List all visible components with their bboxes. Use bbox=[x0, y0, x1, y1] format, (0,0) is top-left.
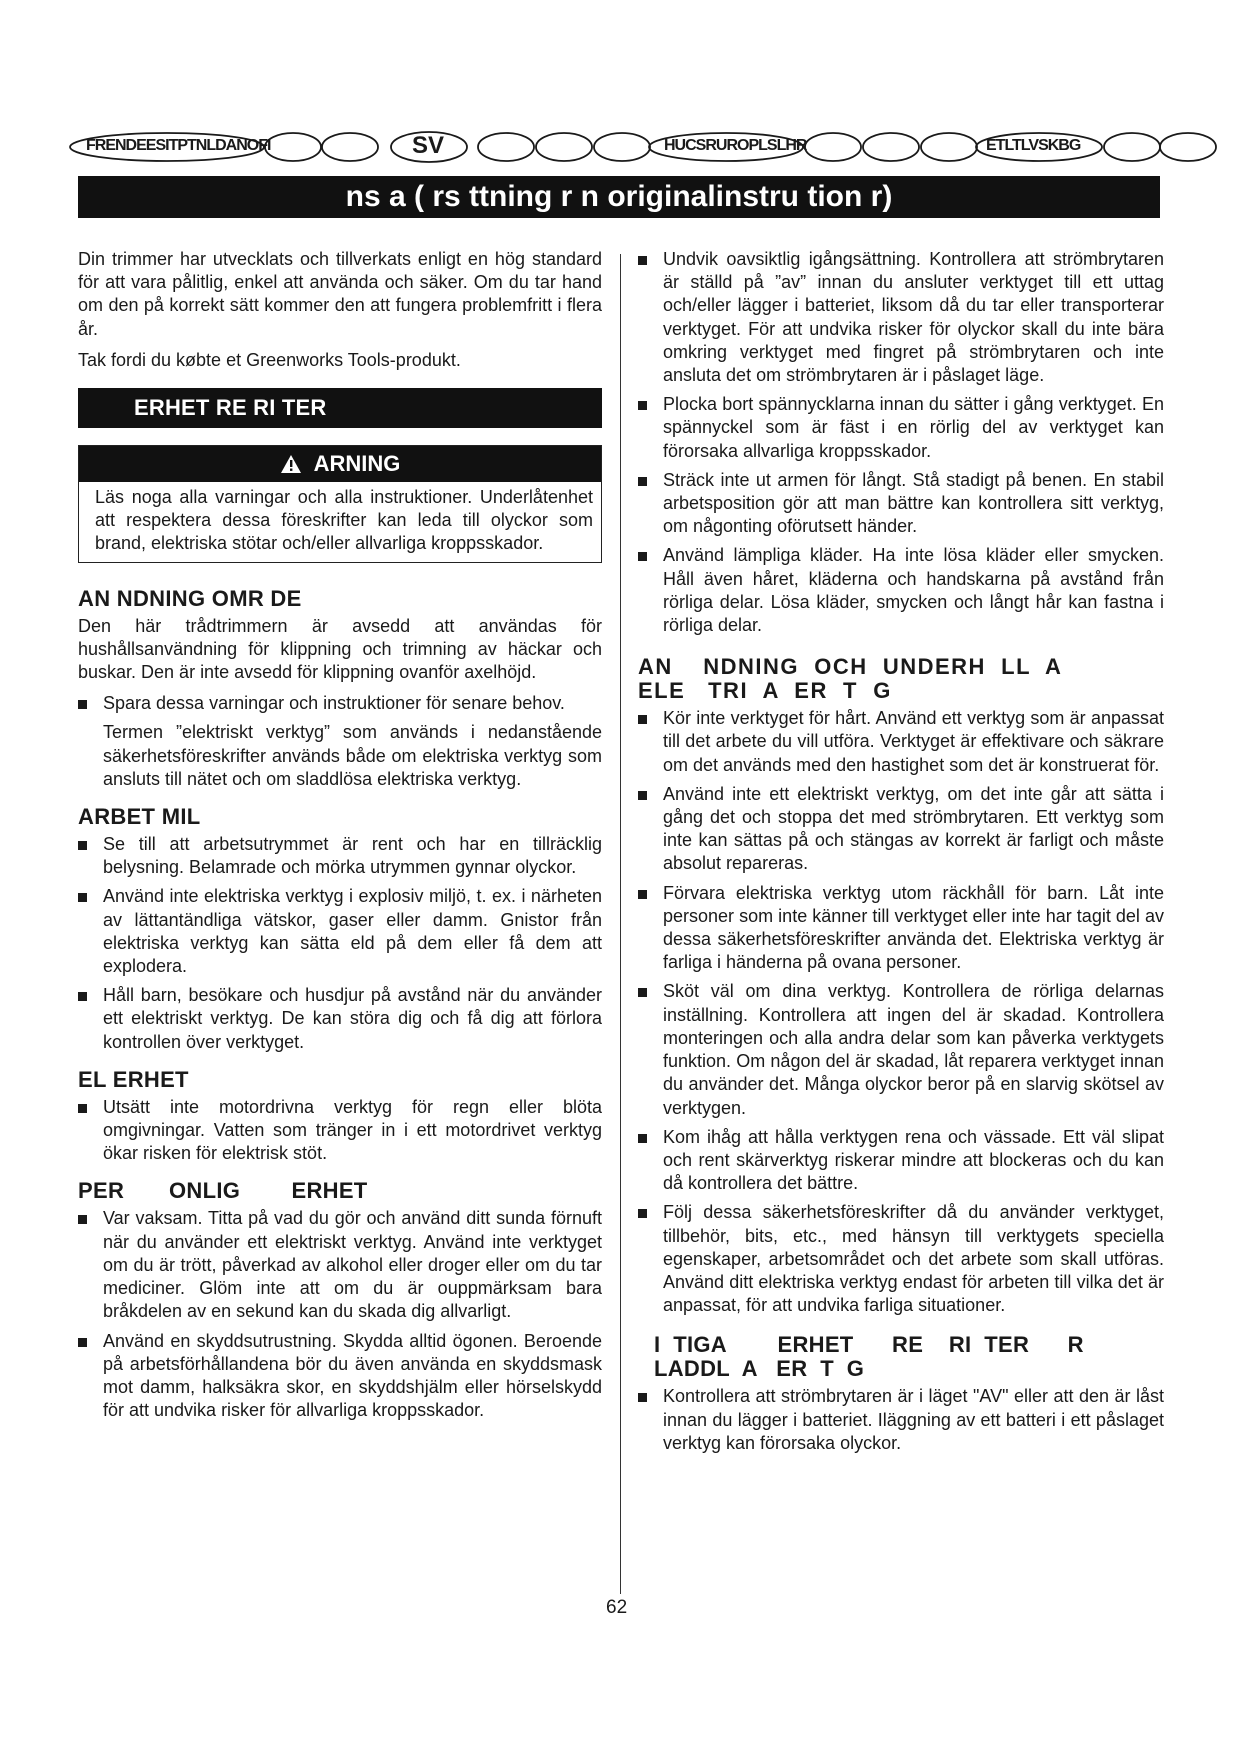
column-divider bbox=[620, 254, 621, 1594]
heading-use-and-care: AN NDNING OCH UNDERH LL A ELE TRI A ER T G bbox=[638, 654, 1063, 704]
personal-safety-list bbox=[78, 1207, 602, 1422]
list-item bbox=[78, 885, 602, 978]
list-item bbox=[638, 469, 1164, 539]
warning-header bbox=[79, 446, 601, 482]
term-definition-paragraph: Termen ”elektriskt verktyg” som används i nedanstående säkerhetsföreskrifter används både om elektriska verktyg som ansluts till nätet och om sladdlösa elektriska verktyg. bbox=[103, 722, 602, 789]
list-item-text: Sträck inte ut armen för långt. Stå stadigt på benen. En stabil arbetsposition gör att man bättre kan kontrollera sitt verktyg, om någonting oförutsett händer. bbox=[663, 469, 1164, 537]
list-item-text: Håll barn, besökare och husdjur på avstånd när du använder ett elektriskt verktyg. De kan störa dig och få dig att förlora kontrollen över verktyget. bbox=[103, 985, 602, 1052]
list-item-text: Sköt väl om dina verktyg. Kontrollera de rörliga delarnas inställning. Kontrollera att ingen del är skadad. Kontrollera monteringen och alla andra delar som kan påverka verktygets funktion. Om någon del är skadad, låt reparera verktyget innan du använder det. Många olyckor beror på en slarvig skötsel av verktygen. bbox=[663, 981, 1164, 1118]
list-item bbox=[78, 833, 602, 879]
list-item bbox=[78, 1096, 602, 1166]
list-item bbox=[78, 692, 602, 715]
page-number: 62 bbox=[606, 1597, 628, 1618]
heading-personal-safety: PER ONLIG ERHET bbox=[78, 1178, 368, 1204]
list-item bbox=[78, 1330, 602, 1423]
bullet-square-icon bbox=[78, 1215, 87, 1224]
list-item bbox=[638, 707, 1164, 777]
heading-battery-safety: I TIGA ERHET RE RI TER R LADDL A ER T G bbox=[654, 1332, 1084, 1382]
warning-triangle-icon bbox=[280, 454, 302, 474]
list-item bbox=[638, 248, 1164, 387]
list-item-text: Se till att arbetsutrymmet är rent och har en tillräcklig belysning. Belamrade och mörka utrymmen gynnar olyckor. bbox=[103, 834, 602, 878]
heading-electrical-safety: EL ERHET bbox=[78, 1066, 189, 1092]
list-item-text: Undvik oavsiktlig igångsättning. Kontrollera att strömbrytaren är ställd på ”av” innan du ansluter verktyget till ett uttag och/eller lägger i batteriet, liksom då du tar eller transporterar verktyget. För att undvika risker för olyckor skall du inte bära omkring verktyget med fingret på strömbrytaren och inte ansluta det om strömbrytaren är i påslaget läge. bbox=[663, 249, 1164, 386]
page-title: ns a ( rs ttning r n originalinstru tion r) bbox=[78, 176, 1160, 218]
bullet-square-icon bbox=[638, 1209, 647, 1218]
list-item bbox=[638, 1201, 1164, 1317]
heading-usage-area: AN NDNING OMR DE bbox=[78, 585, 302, 611]
usage-list bbox=[78, 692, 602, 715]
list-item-text: Spara dessa varningar och instruktioner för senare behov. bbox=[103, 693, 565, 714]
list-item bbox=[638, 980, 1164, 1119]
list-item-text: Använd lämpliga kläder. Ha inte lösa kläder eller smycken. Håll även håret, kläderna och handskarna på avstånd från rörliga delar. Lösa kläder, smycken och långt hår kan fastna i rörliga delar. bbox=[663, 545, 1164, 636]
left-column bbox=[78, 248, 602, 1428]
bullet-square-icon bbox=[638, 890, 647, 899]
list-item bbox=[638, 1385, 1164, 1455]
work-area-list bbox=[78, 833, 602, 1054]
warning-text: Läs noga alla varningar och alla instruktioner. Underlåtenhet att respektera dessa föreskrifter kan leda till olyckor som brand, elektriska stötar och/eller allvarliga kroppsskador. bbox=[95, 487, 593, 554]
list-item bbox=[78, 1207, 602, 1323]
thanks-paragraph: Tak fordi du købte et Greenworks Tools-produkt. bbox=[78, 349, 461, 370]
list-item-text: Använd en skyddsutrustning. Skydda alltid ögonen. Beroende på arbetsförhållandena bör du även använda en skyddsmask mot damm, halksäkra skor, en skyddshjälm eller hörselskydd för att undvika risker för allvarliga kroppsskador. bbox=[103, 1330, 602, 1421]
bullet-square-icon bbox=[638, 477, 647, 486]
bullet-square-icon bbox=[78, 700, 87, 709]
right-column bbox=[638, 248, 1164, 1461]
lang-group-2[interactable]: HUCSRUROPLSLHR bbox=[664, 137, 807, 154]
bullet-square-icon bbox=[638, 791, 647, 800]
language-bar bbox=[70, 131, 1168, 163]
electrical-list bbox=[78, 1096, 602, 1166]
warning-box bbox=[78, 445, 602, 563]
list-item-text: Var vaksam. Titta på vad du gör och använd ditt sunda förnuft när du använder ett elektriskt verktyg. Använd inte verktyget om du är trött, påverkad av alkohol eller droger eller om du tar mediciner. Glöm inte att om du är ouppmärksam bara bråkdelen av en sekund kan du skada dig allvarligt. bbox=[103, 1208, 602, 1322]
warning-title: ARNING bbox=[313, 451, 401, 477]
bullet-square-icon bbox=[638, 1134, 647, 1143]
battery-safety-list bbox=[638, 1385, 1164, 1455]
list-item-text: Utsätt inte motordrivna verktyg för regn eller blöta omgivningar. Vatten som tränger in i ett motordrivet verktyg ökar risken för elektrisk stöt. bbox=[103, 1096, 602, 1164]
bullet-square-icon bbox=[78, 992, 87, 1001]
intro-paragraph: Din trimmer har utvecklats och tillverkats enligt en hög standard för att vara pålitlig, enkel att använda och säker. Om du tar hand om den på korrekt sätt kommer den att fungera problemfritt i flera år. bbox=[78, 249, 602, 339]
list-item-text: Använd inte ett elektriskt verktyg, om det inte går att sätta i gång det och stoppa det med strömbrytaren. Ett verktyg som inte kan sättas på och stängas av korrekt är farligt och måste absolut repareras. bbox=[663, 783, 1164, 874]
list-item-text: Plocka bort spännycklarna innan du sätter i gång verktyget. En spännyckel som är fäst i en rörlig del av verktyget kan förorsaka allvarliga kroppsskador. bbox=[663, 394, 1164, 461]
bullet-square-icon bbox=[78, 893, 87, 902]
list-item-text: Använd inte elektriska verktyg i explosiv miljö, t. ex. i närheten av lättantändliga vätskor, gaser eller damm. Gnistor från elektriska verktyg kan sätta eld på dem eller få dem att explodera. bbox=[103, 886, 602, 977]
bullet-square-icon bbox=[638, 715, 647, 724]
lang-group-3[interactable]: ETLTLVSKBG bbox=[986, 137, 1081, 154]
heading-work-area: ARBET MIL bbox=[78, 804, 201, 830]
bullet-square-icon bbox=[78, 841, 87, 850]
list-item bbox=[638, 544, 1164, 637]
use-and-care-list bbox=[638, 707, 1164, 1317]
safety-section-bar: ERHET RE RI TER bbox=[78, 388, 602, 428]
list-item bbox=[638, 783, 1164, 876]
list-item-text: Förvara elektriska verktyg utom räckhåll för barn. Låt inte personer som inte känner till verktyget eller inte har tagit del av dessa säkerhetsföreskrifter använda det. Elektriska verktyg är farliga i händerna på ovana personer. bbox=[663, 882, 1164, 973]
list-item bbox=[638, 393, 1164, 463]
bullet-square-icon bbox=[638, 988, 647, 997]
bullet-square-icon bbox=[638, 401, 647, 410]
bullet-square-icon bbox=[78, 1104, 87, 1113]
lang-group-1[interactable]: FRENDEESITPTNLDANOFI bbox=[86, 137, 271, 154]
usage-paragraph: Den här trådtrimmern är avsedd att användas för hushållsanvändning för klippning och trimning av häckar och buskar. Den är inte avsedd för klippning ovanför axelhöjd. bbox=[78, 615, 602, 683]
list-item-text: Följ dessa säkerhetsföreskrifter då du använder verktyget, tillbehör, bits, etc., med hänsyn till verktygets speciella egenskaper, arbetsområdet och det arbete som skall utföras. Använd ditt elektriska verktyg endast för arbeten till vilka det är anpassat, för att undvika farliga situationer. bbox=[663, 1202, 1164, 1316]
bullet-square-icon bbox=[638, 552, 647, 561]
bullet-square-icon bbox=[638, 1393, 647, 1402]
list-item-text: Kom ihåg att hålla verktygen rena och vässade. Ett väl slipat och rent skärverktyg riskerar mindre att blockeras och du kan då kontrollera det bättre. bbox=[663, 1126, 1164, 1194]
list-item-text: Kontrollera att strömbrytaren är i läget "AV" eller att den är låst innan du lägger i batteriet. Iläggning av ett batteri i ett påslaget verktyg kan förorsaka olyckor. bbox=[663, 1386, 1164, 1453]
list-item bbox=[78, 984, 602, 1054]
list-item bbox=[638, 1126, 1164, 1196]
lang-current-sv[interactable]: SV bbox=[412, 132, 445, 159]
personal-safety-list-continued bbox=[638, 248, 1164, 637]
list-item bbox=[638, 882, 1164, 975]
bullet-square-icon bbox=[78, 1338, 87, 1347]
list-item-text: Kör inte verktyget för hårt. Använd ett verktyg som är anpassat till det arbete du vill utföra. Verktyget är effektivare och säkrare om det används med den hastighet som det är konstruerat för. bbox=[663, 708, 1164, 775]
bullet-square-icon bbox=[638, 256, 647, 265]
